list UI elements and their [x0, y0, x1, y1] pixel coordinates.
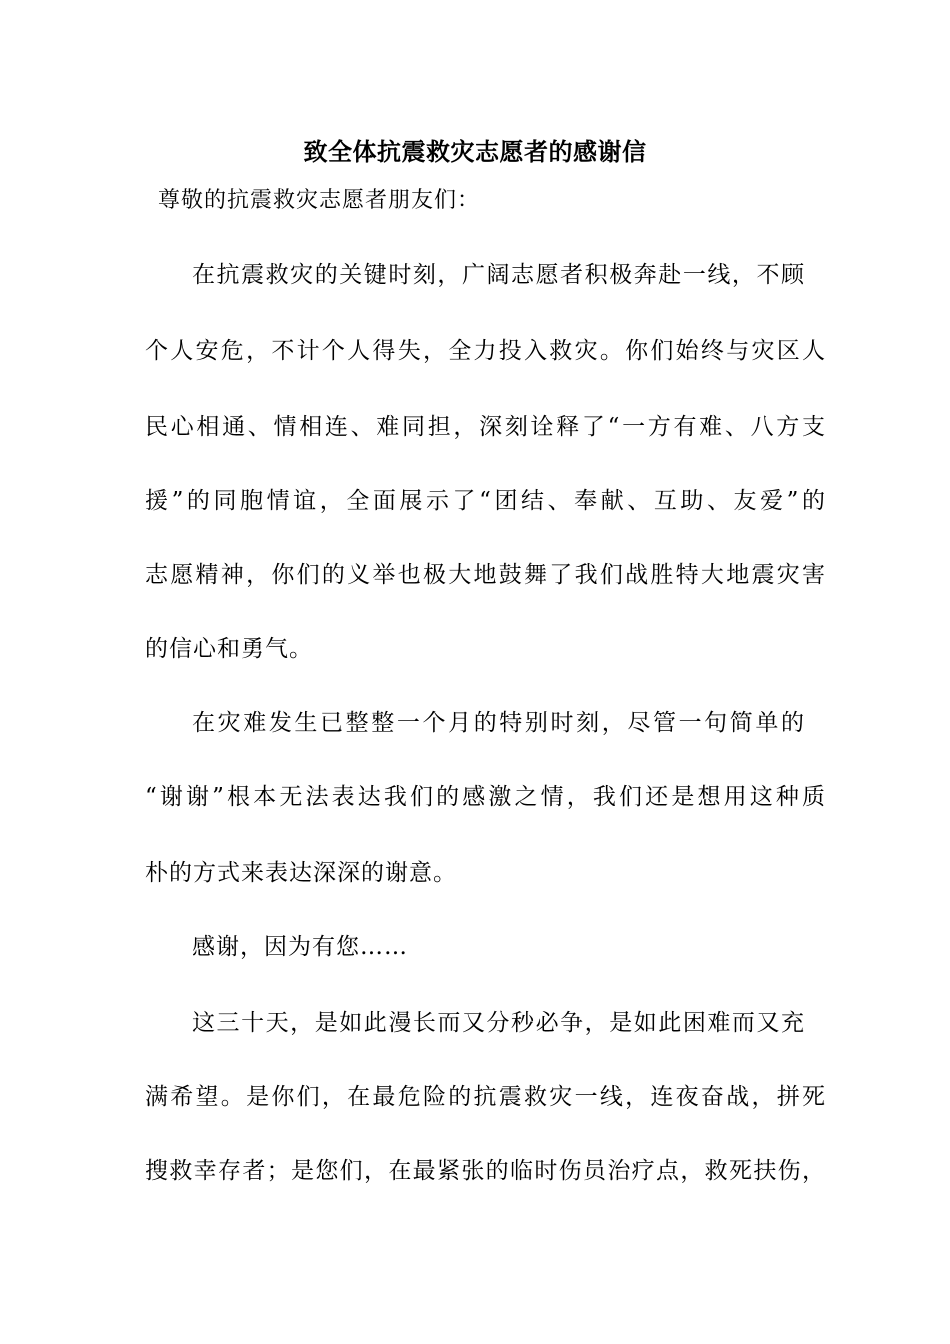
paragraph-line: 援”的同胞情谊，全面展示了“团结、奉献、互助、友爱”的 — [145, 488, 825, 514]
paragraph-line: 朴的方式来表达深深的谢意。 — [145, 860, 457, 886]
paragraph-line: 搜救幸存者；是您们，在最紧张的临时伤员治疗点，救死扶伤， — [145, 1158, 825, 1184]
page-title: 致全体抗震救灾志愿者的感谢信 — [303, 137, 647, 166]
paragraph-line: 在抗震救灾的关键时刻，广阔志愿者积极奔赴一线，不顾 — [192, 262, 804, 288]
paragraph-line: 满希望。是你们，在最危险的抗震救灾一线，连夜奋战，拼死 — [145, 1084, 825, 1110]
paragraph-line: 这三十天，是如此漫长而又分秒必争，是如此困难而又充 — [192, 1010, 804, 1036]
paragraph-line: 志愿精神，你们的义举也极大地鼓舞了我们战胜特大地震灾害 — [145, 562, 825, 588]
paragraph-line: “谢谢”根本无法表达我们的感激之情，我们还是想用这种质 — [145, 784, 825, 810]
paragraph-line: 个人安危，不计个人得失，全力投入救灾。你们始终与灾区人 — [145, 338, 825, 364]
paragraph-line: 的信心和勇气。 — [145, 636, 313, 662]
paragraph-line: 民心相通、情相连、难同担，深刻诠释了“一方有难、八方支 — [145, 414, 825, 440]
paragraph-line: 在灾难发生已整整一个月的特别时刻，尽管一句简单的 — [192, 710, 804, 736]
paragraph-line: 感谢，因为有您…… — [192, 934, 408, 960]
salutation: 尊敬的抗震救灾志愿者朋友们： — [158, 188, 481, 213]
